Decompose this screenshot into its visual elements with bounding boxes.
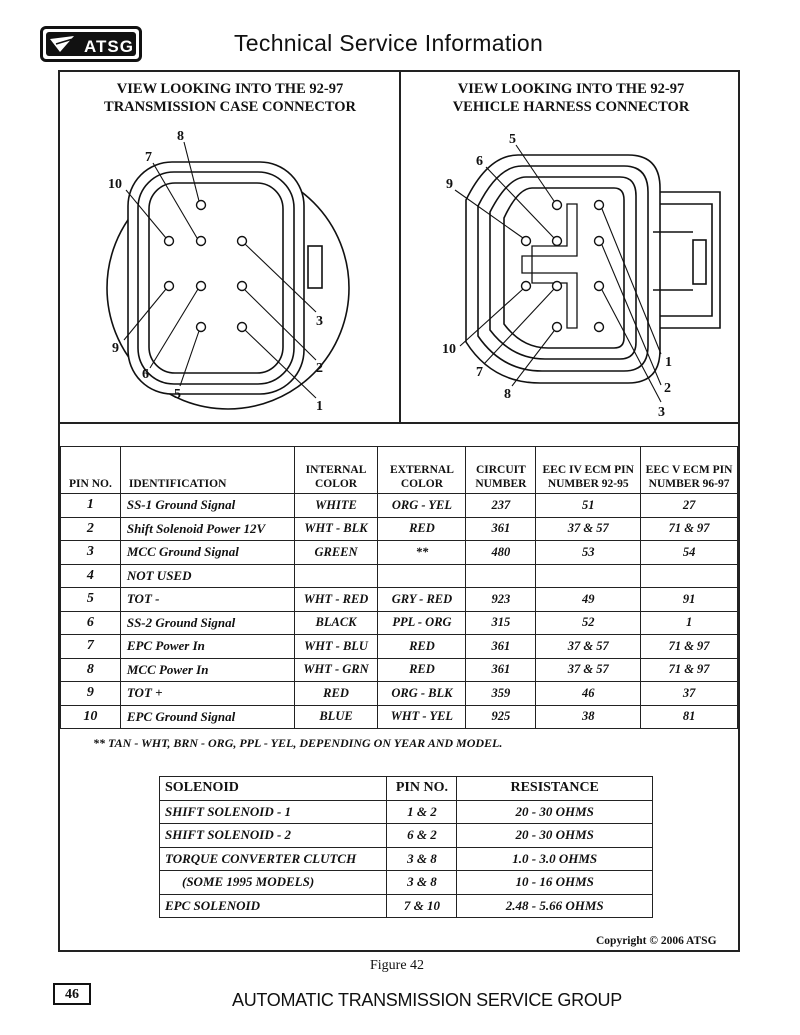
eec-v-cell: 27 [641, 494, 738, 518]
internal-color-cell: RED [294, 682, 378, 706]
circuit-cell: 925 [466, 705, 536, 729]
internal-color-cell: BLACK [294, 611, 378, 635]
harness-pin-label-1: 1 [665, 355, 672, 370]
pin-cell: 7 [61, 635, 121, 659]
resistance-cell: 10 - 16 OHMS [457, 871, 653, 895]
case-pin-label-10: 10 [108, 177, 122, 192]
internal-color-cell: WHT - RED [294, 588, 378, 612]
logo-text: ATSG [84, 37, 134, 56]
connector-diagrams [0, 0, 800, 440]
eec-iv-cell: 38 [536, 705, 641, 729]
eec-v-cell: 1 [641, 611, 738, 635]
external-color-cell: ORG - BLK [378, 682, 466, 706]
pin-cell: 3 [61, 541, 121, 565]
case-pin-label-9: 9 [112, 341, 119, 356]
right-view-title-line1: VIEW LOOKING INTO THE 92-97 [457, 81, 685, 97]
pin-cell: 1 [61, 494, 121, 518]
solenoid-cell: TORQUE CONVERTER CLUTCH [160, 847, 387, 871]
eec-iv-cell: 53 [536, 541, 641, 565]
circuit-cell: 361 [466, 517, 536, 541]
res-pin-cell: 7 & 10 [387, 894, 457, 918]
pin-cell: 6 [61, 611, 121, 635]
identification-cell: Shift Solenoid Power 12V [120, 517, 294, 541]
eec-v-cell: 91 [641, 588, 738, 612]
table-row [61, 705, 738, 729]
resistance-table-body [160, 800, 653, 918]
eec-iv-cell: 37 & 57 [536, 517, 641, 541]
left-view-title-line2: TRANSMISSION CASE CONNECTOR [104, 99, 356, 115]
figure-caption: Figure 42 [370, 958, 425, 973]
solenoid-cell: SHIFT SOLENOID - 1 [160, 800, 387, 824]
eec-v-cell: 71 & 97 [641, 658, 738, 682]
harness-pin-label-9: 9 [446, 177, 453, 192]
resistance-table-header [160, 777, 653, 801]
harness-connector-labels [442, 132, 672, 420]
internal-color-cell: WHT - BLK [294, 517, 378, 541]
identification-cell: EPC Ground Signal [120, 705, 294, 729]
case-pin-label-8: 8 [177, 129, 184, 144]
eec-iv-cell: 37 & 57 [536, 658, 641, 682]
eec-v-cell: 71 & 97 [641, 517, 738, 541]
eec-v-cell [641, 564, 738, 588]
harness-pin-label-10: 10 [442, 342, 456, 357]
case-pin-label-5: 5 [174, 387, 181, 402]
res-pin-cell: 3 & 8 [387, 871, 457, 895]
table-row [61, 611, 738, 635]
header-eec-v: EEC V ECM PIN NUMBER 96-97 [641, 447, 738, 494]
circuit-cell: 923 [466, 588, 536, 612]
harness-pin-label-8: 8 [504, 387, 511, 402]
left-view-title-line1: VIEW LOOKING INTO THE 92-97 [116, 81, 344, 97]
solenoid-cell: (SOME 1995 MODELS) [160, 871, 387, 895]
header-circuit-number: CIRCUIT NUMBER [466, 447, 536, 494]
external-color-cell: PPL - ORG [378, 611, 466, 635]
eec-iv-cell: 37 & 57 [536, 635, 641, 659]
header-pin-no: PIN NO. [61, 447, 121, 494]
pin-cell: 9 [61, 682, 121, 706]
harness-pin-label-7: 7 [476, 365, 483, 380]
header-solenoid: SOLENOID [160, 777, 387, 801]
header-res-pin-no: PIN NO. [387, 777, 457, 801]
table-row [160, 800, 653, 824]
header-external-color: EXTERNAL COLOR [378, 447, 466, 494]
external-color-cell: RED [378, 517, 466, 541]
res-pin-cell: 6 & 2 [387, 824, 457, 848]
eec-iv-cell: 49 [536, 588, 641, 612]
circuit-cell: 361 [466, 658, 536, 682]
eec-v-cell: 81 [641, 705, 738, 729]
identification-cell: MCC Ground Signal [120, 541, 294, 565]
external-color-cell: RED [378, 635, 466, 659]
resistance-cell: 1.0 - 3.0 OHMS [457, 847, 653, 871]
external-color-cell: ** [378, 541, 466, 565]
identification-cell: MCC Power In [120, 658, 294, 682]
table-row [61, 588, 738, 612]
eec-iv-cell: 46 [536, 682, 641, 706]
circuit-cell: 359 [466, 682, 536, 706]
eec-iv-cell: 52 [536, 611, 641, 635]
eec-v-cell: 37 [641, 682, 738, 706]
solenoid-cell: EPC SOLENOID [160, 894, 387, 918]
identification-cell: SS-1 Ground Signal [120, 494, 294, 518]
case-pin-label-3: 3 [316, 314, 323, 329]
table-row [160, 894, 653, 918]
table-row [61, 541, 738, 565]
table-row [160, 824, 653, 848]
internal-color-cell: WHT - BLU [294, 635, 378, 659]
table-row [61, 635, 738, 659]
pin-cell: 10 [61, 705, 121, 729]
external-color-cell [378, 564, 466, 588]
pin-table-body [61, 494, 738, 729]
external-color-cell: WHT - YEL [378, 705, 466, 729]
case-pin-label-7: 7 [145, 150, 152, 165]
table-row [61, 682, 738, 706]
header-eec-iv: EEC IV ECM PIN NUMBER 92-95 [536, 447, 641, 494]
external-color-cell: GRY - RED [378, 588, 466, 612]
internal-color-cell: BLUE [294, 705, 378, 729]
pin-cell: 5 [61, 588, 121, 612]
case-pin-label-6: 6 [142, 367, 149, 382]
table-row [160, 871, 653, 895]
solenoid-cell: SHIFT SOLENOID - 2 [160, 824, 387, 848]
resistance-table [159, 776, 653, 918]
resistance-cell: 20 - 30 OHMS [457, 800, 653, 824]
internal-color-cell: GREEN [294, 541, 378, 565]
harness-pin-label-2: 2 [664, 381, 671, 396]
internal-color-cell: WHT - GRN [294, 658, 378, 682]
page-number: 46 [53, 983, 91, 1005]
circuit-cell: 237 [466, 494, 536, 518]
identification-cell: EPC Power In [120, 635, 294, 659]
harness-pin-label-3: 3 [658, 405, 665, 420]
table-row [61, 517, 738, 541]
table-row [160, 847, 653, 871]
footer-title: AUTOMATIC TRANSMISSION SERVICE GROUP [232, 990, 622, 1010]
external-color-cell: RED [378, 658, 466, 682]
eec-v-cell: 71 & 97 [641, 635, 738, 659]
page-title: Technical Service Information [234, 30, 544, 56]
header-internal-color: INTERNAL COLOR [294, 447, 378, 494]
internal-color-cell: WHITE [294, 494, 378, 518]
case-pin-label-2: 2 [316, 361, 323, 376]
table-row [61, 494, 738, 518]
resistance-cell: 20 - 30 OHMS [457, 824, 653, 848]
circuit-cell [466, 564, 536, 588]
pin-cell: 2 [61, 517, 121, 541]
res-pin-cell: 3 & 8 [387, 847, 457, 871]
header-identification: IDENTIFICATION [120, 447, 294, 494]
internal-color-cell [294, 564, 378, 588]
identification-cell: SS-2 Ground Signal [120, 611, 294, 635]
pin-table [60, 446, 738, 729]
harness-pin-label-6: 6 [476, 154, 483, 169]
table-row [61, 564, 738, 588]
identification-cell: TOT - [120, 588, 294, 612]
res-pin-cell: 1 & 2 [387, 800, 457, 824]
harness-pin-label-5: 5 [509, 132, 516, 147]
circuit-cell: 315 [466, 611, 536, 635]
copyright: Copyright © 2006 ATSG [596, 935, 717, 947]
pin-cell: 4 [61, 564, 121, 588]
footnote: ** TAN - WHT, BRN - ORG, PPL - YEL, DEPENDING ON YEAR AND MODEL. [93, 736, 503, 750]
identification-cell: TOT + [120, 682, 294, 706]
eec-iv-cell: 51 [536, 494, 641, 518]
harness-connector-pins [522, 201, 604, 332]
eec-iv-cell [536, 564, 641, 588]
header-resistance: RESISTANCE [457, 777, 653, 801]
case-pin-label-1: 1 [316, 399, 323, 414]
harness-connector-diagram [466, 155, 720, 383]
external-color-cell: ORG - YEL [378, 494, 466, 518]
identification-cell: NOT USED [120, 564, 294, 588]
eec-v-cell: 54 [641, 541, 738, 565]
circuit-cell: 480 [466, 541, 536, 565]
circuit-cell: 361 [466, 635, 536, 659]
pin-cell: 8 [61, 658, 121, 682]
resistance-cell: 2.48 - 5.66 OHMS [457, 894, 653, 918]
pin-table-header [61, 447, 738, 494]
table-row [61, 658, 738, 682]
right-view-title-line2: VEHICLE HARNESS CONNECTOR [452, 99, 690, 115]
